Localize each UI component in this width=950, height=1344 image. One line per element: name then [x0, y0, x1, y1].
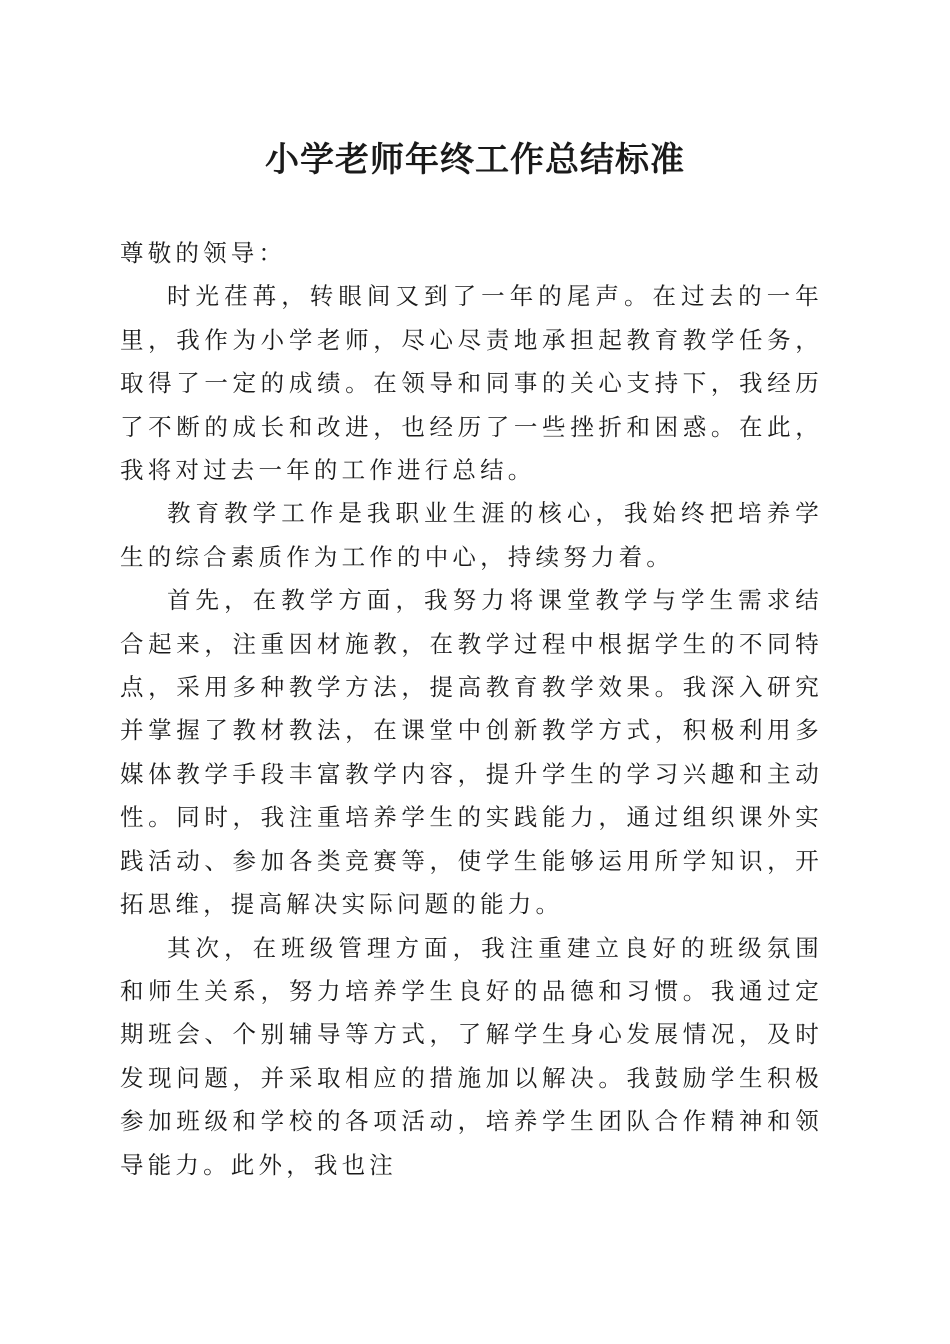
- paragraph-intro: 时光荏苒，转眼间又到了一年的尾声。在过去的一年里，我作为小学老师，尽心尽责地承担起教育教学任务，取得了一定的成绩。在领导和同事的关心支持下，我经历了不断的成长和改进，也经历了一些挫折和困惑。在此，我将对过去一年的工作进行总结。: [120, 282, 823, 485]
- document-title: 小学老师年终工作总结标准: [265, 140, 685, 180]
- paragraph-core-work: 教育教学工作是我职业生涯的核心，我始终把培养学生的综合素质作为工作的中心，持续努力着。: [120, 499, 823, 571]
- paragraph-teaching: 首先，在教学方面，我努力将课堂教学与学生需求结合起来，注重因材施教，在教学过程中根据学生的不同特点，采用多种教学方法，提高教育教学效果。我深入研究并掌握了教材教法，在课堂中创新教学方式，积极利用多媒体教学手段丰富教学内容，提升学生的学习兴趣和主动性。同时，我注重培养学生的实践能力，通过组织课外实践活动、参加各类竞赛等，使学生能够运用所学知识，开拓思维，提高解决实际问题的能力。: [120, 586, 823, 919]
- document-body: [120, 232, 823, 1187]
- salutation: 尊敬的领导：: [120, 239, 287, 267]
- paragraph-class-management: 其次，在班级管理方面，我注重建立良好的班级氛围和师生关系，努力培养学生良好的品德和习惯。我通过定期班会、个别辅导等方式，了解学生身心发展情况，及时发现问题，并采取相应的措施加以解决。我鼓励学生积极参加班级和学校的各项活动，培养学生团队合作精神和领导能力。此外，我也注: [120, 933, 823, 1179]
